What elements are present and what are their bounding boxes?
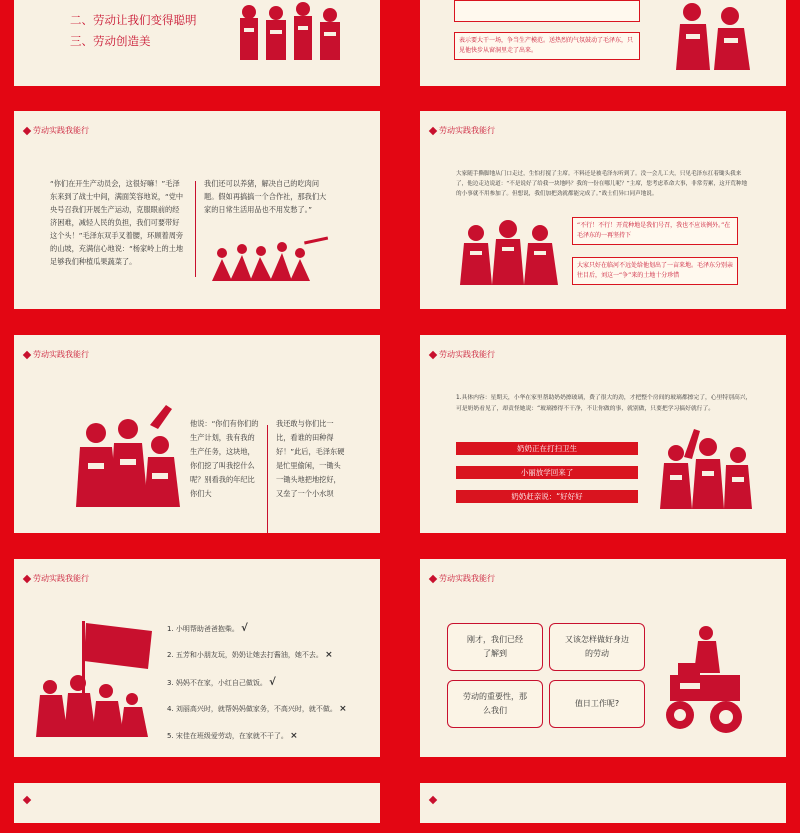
diamond-icon: [23, 574, 31, 582]
workers-group-illustration: [456, 219, 562, 285]
slide-1[interactable]: [4, 0, 390, 96]
workers-illustration: [232, 0, 352, 60]
story-text-right: 我们还可以养猪，解决自己的吃肉问题。假如再搞搞一个合作社，那我们大家的日常生活用品也不用发愁了。”: [204, 179, 327, 214]
list-item: 2. 五芳和小朋友玩，奶奶让她去打酱油，她不去。 ×: [167, 650, 333, 660]
slide-3[interactable]: [4, 101, 390, 319]
slide-2[interactable]: [410, 0, 796, 96]
slide-content: [420, 111, 786, 309]
slide-content: [14, 335, 380, 533]
scene-bar-2: 小丽放学回来了: [456, 466, 638, 479]
divider: [195, 181, 196, 277]
slide-4[interactable]: [410, 101, 796, 319]
tractor-illustration: [660, 623, 750, 735]
cross-icon: ×: [339, 704, 347, 714]
story-text: 1.具体内容：星期天，小华在家里帮助奶奶擦玻璃，费了很大的劲，才把整个房间的玻璃都擦完了，心里特别高兴，可是奶奶看见了，却责怪她说：“玻璃擦得不干净，不让你做的事，就别做，只要把学习搞好就行了。: [456, 395, 752, 412]
list-item: 3. 妈妈不在家，小红自己做饭。 √: [167, 677, 276, 688]
slide-7[interactable]: [4, 549, 390, 767]
list-item: 5. 宋佳在班级爱劳动，在家就不干了。 ×: [167, 731, 298, 741]
slide-content: [14, 783, 380, 823]
section-title: 劳动实践我能行: [430, 573, 495, 584]
slide-6[interactable]: [410, 325, 796, 543]
slide-10[interactable]: [410, 773, 796, 833]
text-box-2: 表示要大干一场，争当生产模范。送热烈的气氛鼓动了毛泽东，只见他快步从窗洞里走了出来。: [454, 32, 640, 60]
question-box-1: 刚才，我们已经了解到: [447, 623, 543, 671]
list-item: 4. 刘丽高兴时，就帮妈妈做家务，不高兴时，就不做。 ×: [167, 704, 347, 714]
diamond-icon: [23, 796, 31, 804]
diamond-icon: [429, 126, 437, 134]
section-title: 劳动实践我能行: [430, 349, 495, 360]
slide-content: [420, 335, 786, 533]
cross-icon: ×: [325, 650, 333, 660]
slide-content: [14, 0, 380, 86]
slide-content: [420, 559, 786, 757]
question-box-4: 值日工作呢?: [549, 680, 645, 728]
diamond-icon: [429, 574, 437, 582]
cross-icon: ×: [290, 731, 298, 741]
scene-bar-3: 奶奶赶亲说：“好好好: [456, 490, 638, 503]
section-title: 劳动实践我能行: [24, 125, 89, 136]
quote-box-1: “不行！不行！开荒种地是我们号召，我也不应该例外。”在毛泽东的一再坚持下: [572, 217, 738, 245]
question-box-2: 又该怎样做好身边的劳动: [549, 623, 645, 671]
diamond-icon: [429, 796, 437, 804]
story-text-right: 我还敢与你们比一比，看谁的田种得好！”此后，毛泽东硬是忙里偷闲，一锄头一锄头地把地挖好，又垒了一个小水坝: [276, 419, 345, 498]
section-title: 劳动实践我能行: [430, 125, 495, 136]
list-item-3: 三、劳动创造美: [70, 34, 151, 48]
divider: [267, 425, 268, 533]
text-box-1: [454, 0, 640, 22]
check-icon: √: [241, 623, 248, 634]
list-item: 1. 小明帮助爸爸抱柴。 √: [167, 623, 248, 634]
slide-5[interactable]: [4, 325, 390, 543]
cheering-workers-illustration: [654, 427, 754, 509]
check-icon: √: [269, 677, 276, 688]
section-title: [24, 797, 30, 803]
diamond-icon: [23, 350, 31, 358]
scene-bar-1: 奶奶正在打扫卫生: [456, 442, 638, 455]
slide-content: [14, 111, 380, 309]
story-text-left: 他说：“你们有你们的生产计划，我有我的生产任务，这块地，你们挖了叫我挖什么呢？别看我的年纪比你们大: [190, 419, 259, 498]
slide-content: [420, 783, 786, 823]
marching-crowd-illustration: [210, 229, 330, 283]
story-text: 大家随手撕脚地从门口走过，生怕打搅了主席。不料还是被毛泽东听到了。没一会儿工夫，只见毛泽东扛着锄头我来了，他边走边说道：“不是说好了给我一块地吗？我的一份在哪儿呢？”主席，您考虑革命大事，非常劳累，这开荒种地的小事就不用参加了。但想说，我们加把劲就都能完成了。”战士们异口同声地说。: [456, 171, 748, 197]
flag-crowd-illustration: [28, 617, 158, 737]
diamond-icon: [23, 126, 31, 134]
question-box-3: 劳动的重要性，那么我们: [447, 680, 543, 728]
slide-9[interactable]: [4, 773, 390, 833]
slide-content: [420, 0, 786, 86]
workers-illustration: [662, 0, 762, 70]
diamond-icon: [429, 350, 437, 358]
quote-box-2: 大家只好在临河不远处给他划出了一亩来地。毛泽东分别亲往目后，刘这一“争”来的土地十分珍惜: [572, 257, 738, 285]
story-text-left: “你们在开生产动员会，这很好嘛！”毛泽东来到了战士中间，满面笑容地说，“党中央号召我们开展生产运动，克服眼前的经济困难，减轻人民的负担，我们可要带好这个头！”毛泽东双手叉着腰，环顾着周旁的山坡，充满信心地说：“杨家岭上的土地足够我们种植瓜果蔬菜了。: [50, 179, 184, 266]
slide-content: [14, 559, 380, 757]
list-item-2: 二、劳动让我们变得聪明: [70, 13, 197, 27]
slide-8[interactable]: [410, 549, 796, 767]
farmers-illustration: [66, 399, 188, 507]
section-title: 劳动实践我能行: [24, 349, 89, 360]
section-title: 劳动实践我能行: [24, 573, 89, 584]
section-title: [430, 797, 436, 803]
